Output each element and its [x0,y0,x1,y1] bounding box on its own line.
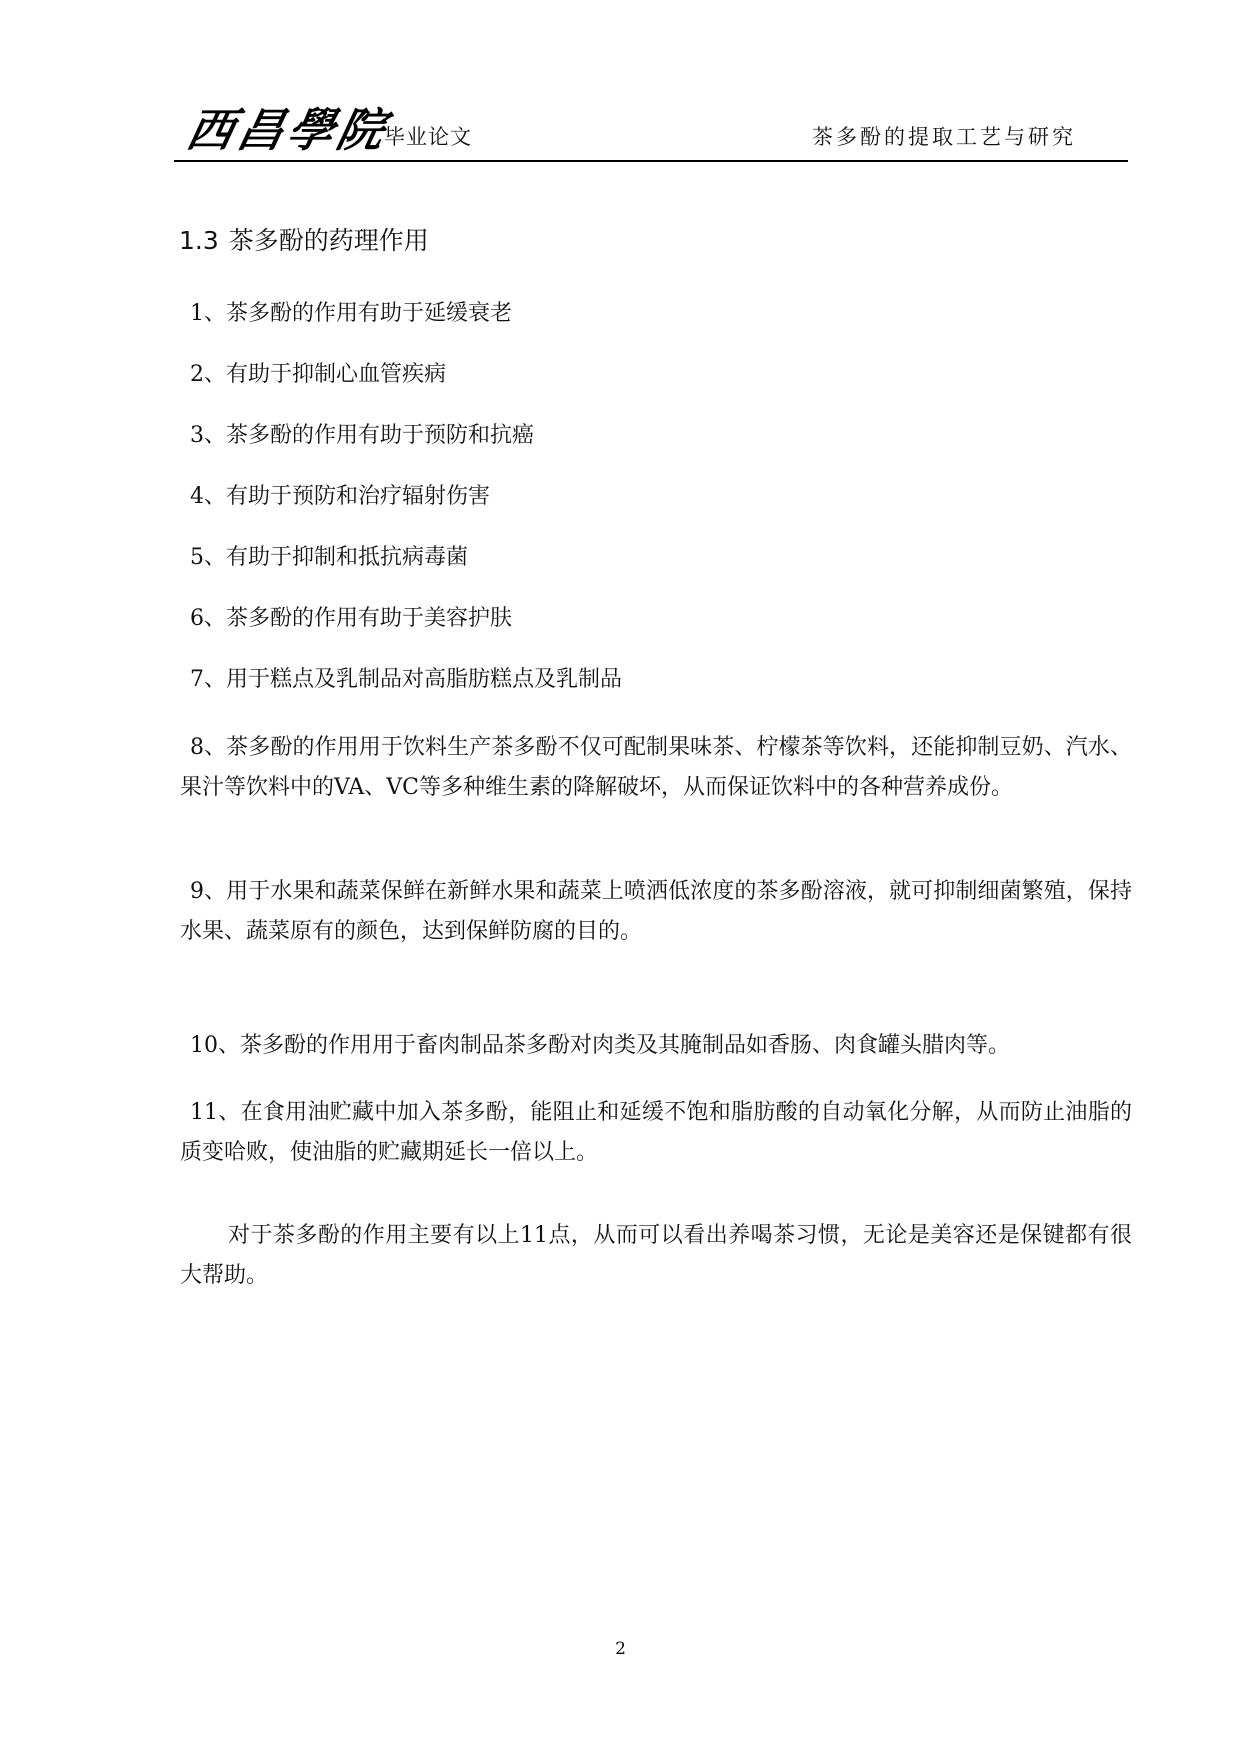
header-divider [174,160,1128,162]
paragraph-item-10: 10、茶多酚的作用用于畜肉制品茶多酚对肉类及其腌制品如香肠、肉食罐头腊肉等。 [190,1033,1010,1058]
college-logo: 西昌學院 [182,103,394,157]
paragraph-item-11: 11、在食用油贮藏中加入茶多酚，能阻止和延缓不饱和脂肪酸的自动氧化分解，从而防止油脂的质变哈败，使油脂的贮藏期延长一倍以上。 [180,1100,1132,1165]
section-heading [179,223,429,259]
list-item: 6、茶多酚的作用有助于美容护肤 [190,606,512,631]
list-item: 5、有助于抑制和抵抗病毒菌 [190,545,468,570]
section-title-text: 茶多酚的药理作用 [228,226,429,255]
page-header [174,100,1128,162]
paragraph-item-8: 8、茶多酚的作用用于饮料生产茶多酚不仅可配制果味茶、柠檬茶等饮料，还能抑制豆奶、汽水、果汁等饮料中的VA、VC等多种维生素的降解破坏，从而保证饮料中的各种营养成份。 [180,735,1132,800]
page-number: 2 [615,1639,626,1659]
paragraph-item-9: 9、用于水果和蔬菜保鲜在新鲜水果和蔬菜上喷洒低浓度的茶多酚溶液，就可抑制细菌繁殖，保持水果、蔬菜原有的颜色，达到保鲜防腐的目的。 [180,879,1132,944]
list-item: 4、有助于预防和治疗辐射伤害 [190,484,490,509]
list-item: 7、用于糕点及乳制品对高脂肪糕点及乳制品 [190,667,622,692]
thesis-label: 毕业论文 [384,125,472,149]
section-number: 1.3 [179,226,219,255]
header-doc-title: 茶多酚的提取工艺与研究 [812,125,1076,149]
list-item: 2、有助于抑制心血管疾病 [190,362,446,387]
summary-paragraph: 对于茶多酚的作用主要有以上11点，从而可以看出养喝茶习惯，无论是美容还是保键都有很大帮助。 [180,1223,1132,1288]
list-item: 3、茶多酚的作用有助于预防和抗癌 [190,423,534,448]
list-item: 1、茶多酚的作用有助于延缓衰老 [190,301,512,326]
